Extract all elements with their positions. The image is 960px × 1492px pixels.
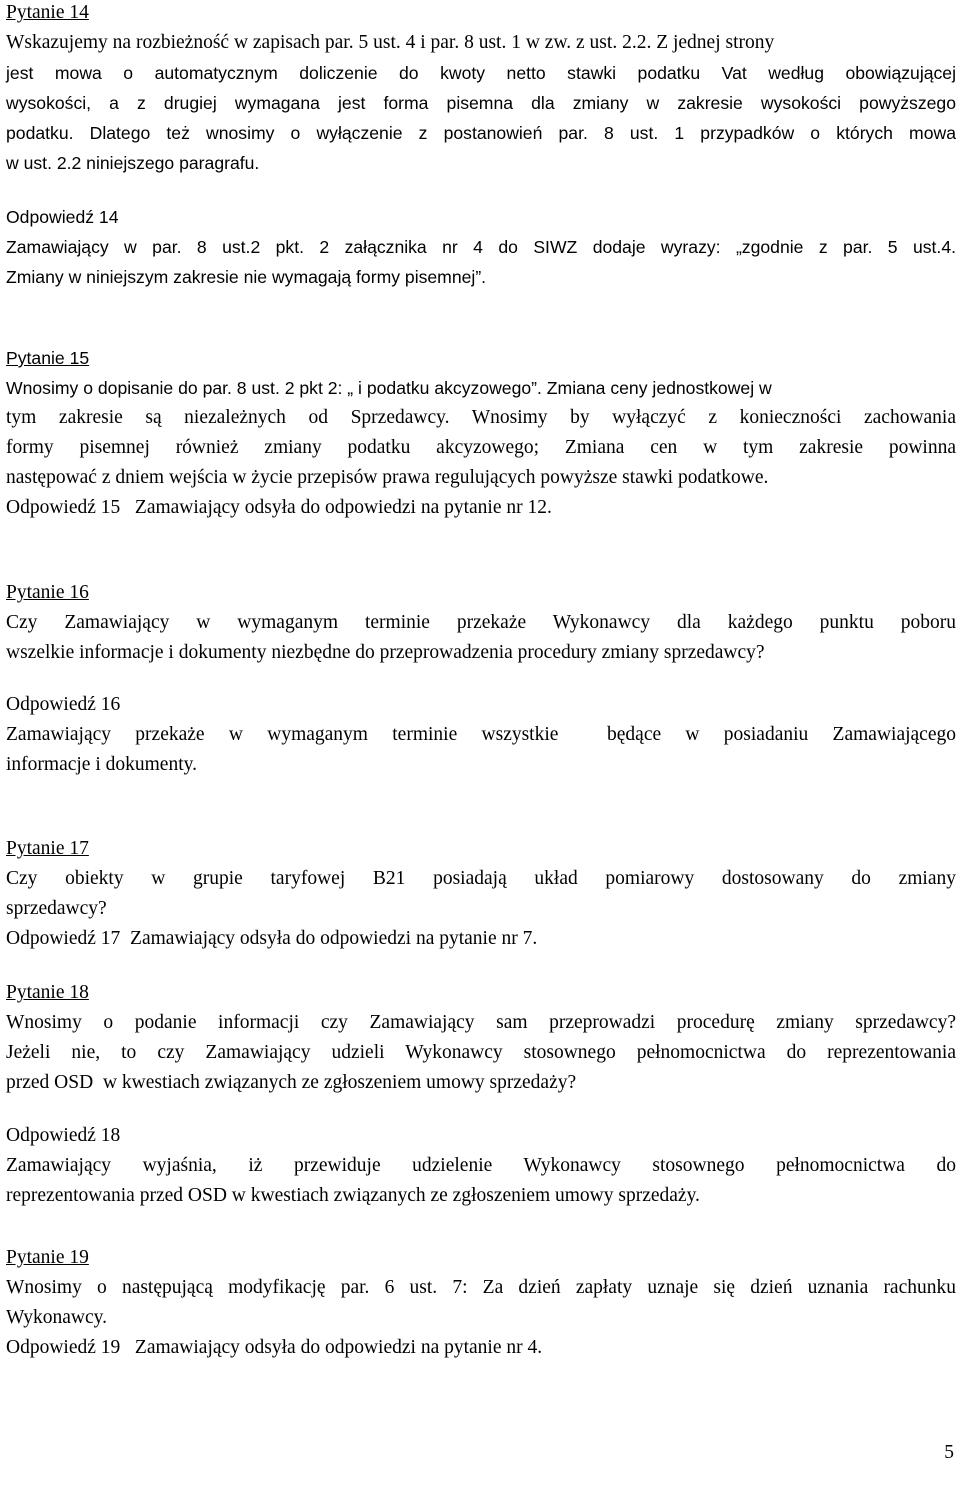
answer-19 [6, 1333, 956, 1363]
question-16 [6, 578, 956, 668]
question-line: formy pisemnej również zmiany podatku akcyzowego; Zmiana cen w tym zakresie powinna [6, 437, 956, 458]
answer-title: Odpowiedź 15 [6, 497, 121, 518]
question-line: następować z dniem wejścia w życie przepisów prawa regulujących powyższe stawki podatkowe. [6, 467, 769, 488]
question-title: Pytanie 14 [6, 2, 89, 23]
answer-15 [6, 493, 956, 523]
answer-line: Zamawiający przekaże w wymaganym terminie wszystkie będące w posiadaniu Zamawiającego [6, 724, 956, 745]
answer-line: Zamawiający wyjaśnia, iż przewiduje udzielenie Wykonawcy stosownego pełnomocnictwa do [6, 1155, 956, 1176]
question-14 [6, 0, 956, 178]
answer-line: reprezentowania przed OSD w kwestiach związanych ze zgłoszeniem umowy sprzedaży. [6, 1185, 700, 1206]
answer-17 [6, 924, 956, 954]
question-line: podatku. Dlatego też wnosimy o wyłączenie z postanowień par. 8 ust. 1 przypadków o których mowa [6, 123, 956, 143]
question-17 [6, 834, 956, 954]
question-line: Jeżeli nie, to czy Zamawiający udzieli Wykonawcy stosownego pełnomocnictwa do reprezentowania [6, 1042, 956, 1063]
question-line: wysokości, a z drugiej wymagana jest forma pisemna dla zmiany w zakresie wysokości powyższego [6, 93, 956, 113]
question-title: Pytanie 19 [6, 1247, 89, 1268]
answer-18 [6, 1121, 956, 1211]
question-line: w ust. 2.2 niniejszego paragrafu. [6, 153, 260, 173]
question-line: Wnosimy o następującą modyfikację par. 6 ust. 7: Za dzień zapłaty uznaje się dzień uznania rachunku [6, 1277, 956, 1298]
question-19 [6, 1243, 956, 1363]
question-title: Pytanie 17 [6, 838, 89, 859]
question-line: Wnosimy o podanie informacji czy Zamawiający sam przeprowadzi procedurę zmiany sprzedawcy? [6, 1012, 956, 1033]
answer-title: Odpowiedź 17 [6, 928, 121, 949]
question-line: Wskazujemy na rozbieżność w zapisach par. 5 ust. 4 i par. 8 ust. 1 w zw. z ust. 2.2. Z jednej strony [6, 32, 775, 53]
answer-title: Odpowiedź 16 [6, 694, 121, 715]
answer-text: Zamawiający odsyła do odpowiedzi na pytanie nr 4. [134, 1337, 543, 1358]
question-line: przed OSD w kwestiach związanych ze zgłoszeniem umowy sprzedaży? [6, 1072, 577, 1093]
page-number: 5 [944, 1442, 954, 1463]
question-15 [6, 343, 956, 403]
answer-title: Odpowiedź 14 [6, 207, 119, 227]
answer-16 [6, 690, 956, 780]
question-line: Czy obiekty w grupie taryfowej B21 posiadają układ pomiarowy dostosowany do zmiany [6, 868, 956, 889]
question-15-continued [6, 403, 956, 523]
question-18 [6, 978, 956, 1098]
question-title: Pytanie 16 [6, 582, 89, 603]
question-title: Pytanie 18 [6, 982, 89, 1003]
question-line: tym zakresie są niezależnych od Sprzedawcy. Wnosimy by wyłączyć z konieczności zachowania [6, 407, 956, 428]
question-line: Czy Zamawiający w wymaganym terminie przekaże Wykonawcy dla każdego punktu poboru [6, 612, 956, 633]
question-line: Wykonawcy. [6, 1307, 107, 1328]
answer-line: informacje i dokumenty. [6, 754, 197, 775]
answer-line: Zamawiający w par. 8 ust.2 pkt. 2 załącznika nr 4 do SIWZ dodaje wyrazy: „zgodnie z par. 5 ust.4. [6, 237, 956, 257]
answer-title: Odpowiedź 18 [6, 1125, 121, 1146]
question-title: Pytanie 15 [6, 348, 90, 368]
answer-14 [6, 202, 956, 292]
answer-text: Zamawiający odsyła do odpowiedzi na pytanie nr 7. [130, 928, 538, 949]
question-line: Wnosimy o dopisanie do par. 8 ust. 2 pkt 2: „ i podatku akcyzowego”. Zmiana ceny jednostkowej w [6, 378, 772, 398]
answer-title: Odpowiedź 19 [6, 1337, 121, 1358]
question-line: wszelkie informacje i dokumenty niezbędne do przeprowadzenia procedury zmiany sprzedawcy? [6, 642, 765, 663]
answer-line: Zmiany w niniejszym zakresie nie wymagają formy pisemnej”. [6, 267, 487, 287]
answer-text: Zamawiający odsyła do odpowiedzi na pytanie nr 12. [134, 497, 552, 518]
question-line: jest mowa o automatycznym doliczenie do kwoty netto stawki podatku Vat według obowiązującej [6, 63, 956, 83]
question-line: sprzedawcy? [6, 898, 107, 919]
